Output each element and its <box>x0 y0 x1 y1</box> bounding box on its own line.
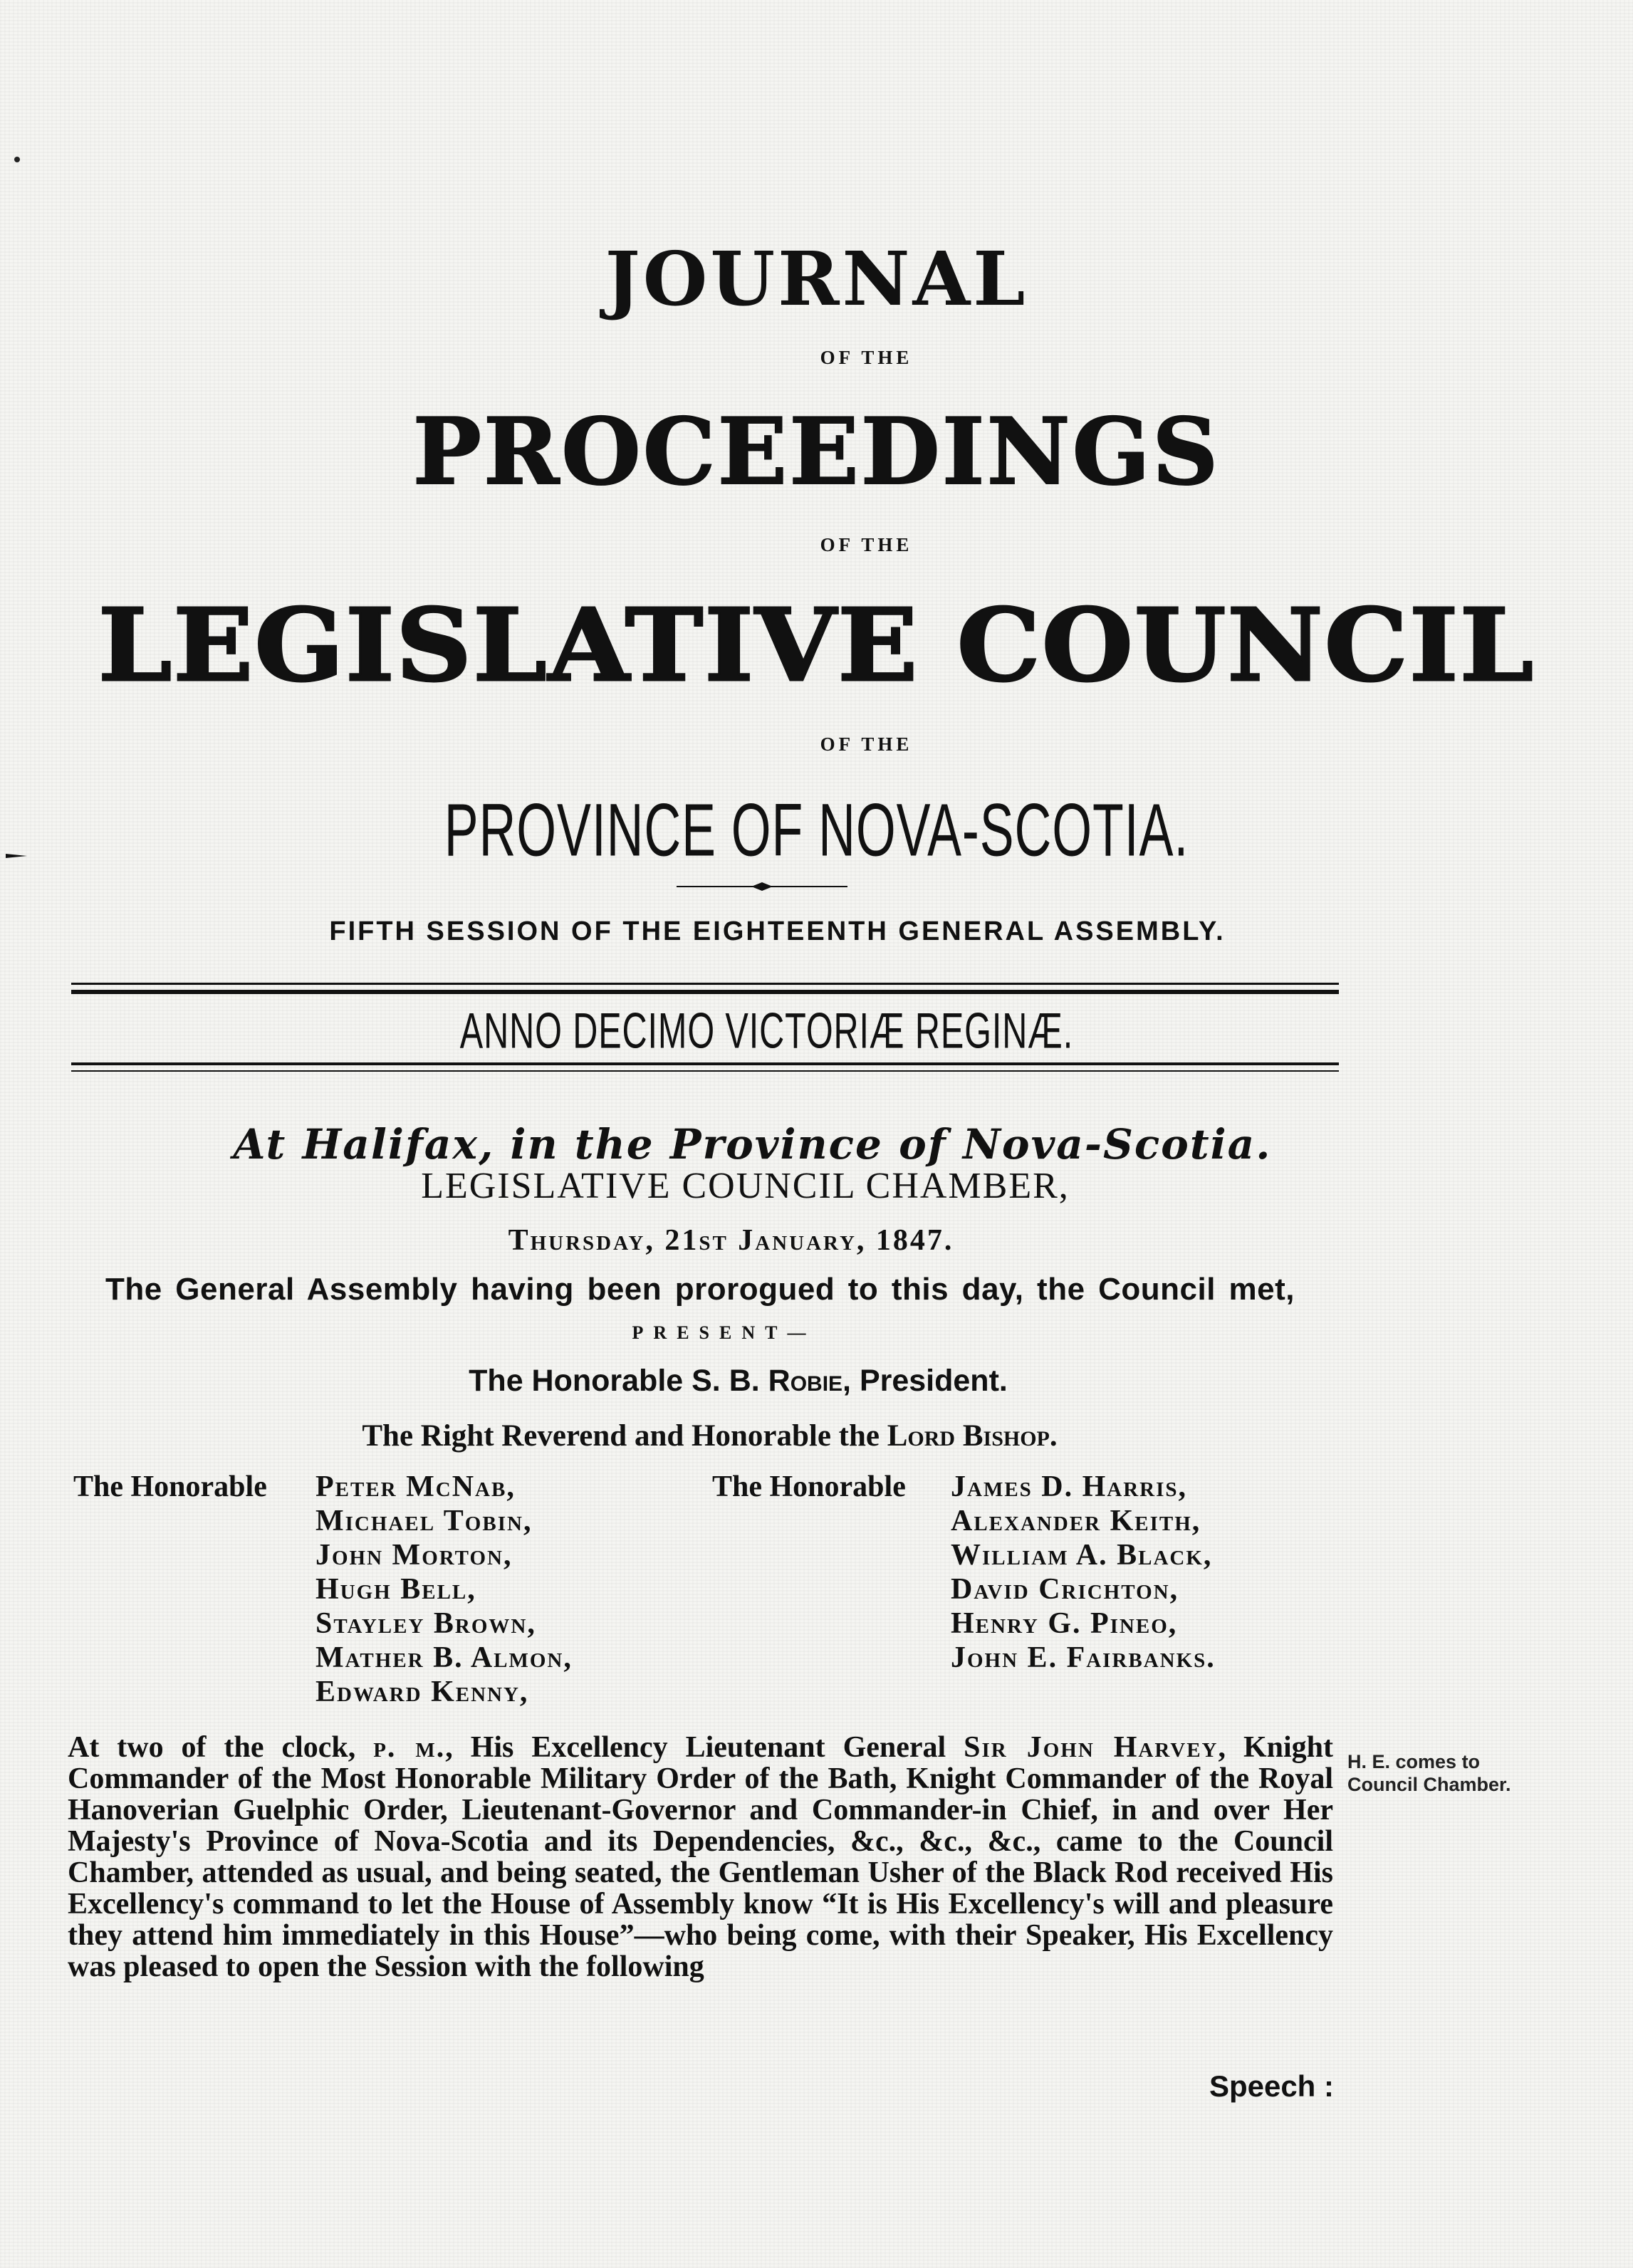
title-province: PROVINCE OF NOVA-SCOTIA. <box>444 787 1189 872</box>
member-name: Mather B. Almon, <box>315 1641 573 1674</box>
bishop-prefix: The Right Reverend and Honorable the <box>362 1419 887 1453</box>
of-the-connector-2: OF THE <box>820 534 913 555</box>
margin-note <box>1347 1750 1582 1796</box>
show-through-ghost-text <box>399 117 1040 155</box>
margin-note-line-2: Council Chamber. <box>1347 1774 1511 1795</box>
assembly-met-line: The General Assembly having been prorogued to this day, the Council met, <box>105 1272 1295 1307</box>
members-left-list <box>315 1470 573 1709</box>
sitting-date: Thursday, 21st January, 1847. <box>508 1224 954 1257</box>
of-the-connector-1: OF THE <box>820 347 913 368</box>
members-right-prefix: The Honorable <box>712 1470 906 1503</box>
president-line <box>0 1364 1555 1399</box>
catchword-speech: Speech : <box>1209 2069 1334 2103</box>
president-name: S. B. Robie <box>692 1364 843 1398</box>
of-the-connector-3: OF THE <box>820 733 913 755</box>
paragraph-governor-name: Sir John Harvey <box>964 1731 1219 1764</box>
margin-note-line-1: H. E. comes to <box>1347 1751 1481 1772</box>
member-name: Stayley Brown, <box>315 1607 536 1640</box>
bishop-suffix: . <box>1049 1419 1058 1453</box>
president-suffix: , President. <box>842 1364 1008 1398</box>
member-name: Henry G. Pineo, <box>951 1607 1178 1640</box>
session-line: FIFTH SESSION OF THE EIGHTEENTH GENERAL ASSEMBLY. <box>329 916 1226 946</box>
anno-line: ANNO DECIMO VICTORIÆ REGINÆ. <box>459 1003 1074 1059</box>
bishop-line <box>0 1418 1526 1453</box>
title-journal: JOURNAL <box>605 235 1028 323</box>
rule-bottom-thick <box>71 1062 1339 1065</box>
bishop-name: Lord Bishop <box>887 1419 1050 1453</box>
members-right-column <box>712 1470 1216 1674</box>
members-left-prefix: The Honorable <box>73 1470 267 1503</box>
member-name: James D. Harris, <box>951 1470 1188 1503</box>
member-name: John E. Fairbanks. <box>951 1641 1216 1674</box>
members-right-list <box>951 1470 1216 1675</box>
paragraph-text-3: , Knight Commander of the Most Honorable Military Order of the Bath, Knight Commander of the Royal Hanoverian Guelphic Order, Lieutenant-Governor and Commander-in Chief, in and over Her Majesty's Province of Nova-Scotia and its Dependencies, &c., &c., &c., came to the Council Chamber, attended as usual, and being seated, the Gentleman Usher of the Black Rod received His Excellency's command to let the House of Assembly know “It is His Excellency's will and pleasure they attend him immediately in this House”—who being come, with their Speaker, His Excellency was pleased to open the Session with the following <box>68 1731 1333 1983</box>
member-name: David Crichton, <box>951 1573 1179 1606</box>
member-name: Edward Kenny, <box>315 1676 529 1708</box>
scan-speck-icon <box>14 157 20 162</box>
member-name: Peter McNab, <box>315 1470 516 1503</box>
chamber-heading: LEGISLATIVE COUNCIL CHAMBER, <box>421 1166 1070 1206</box>
rule-top-thin <box>71 983 1339 985</box>
president-prefix: The Honorable <box>469 1364 692 1398</box>
paragraph-pm: p. m. <box>373 1731 446 1764</box>
member-name: William A. Black, <box>951 1539 1213 1572</box>
margin-mark-icon <box>6 852 27 859</box>
location-heading: At Halifax, in the Province of Nova-Scotia. <box>233 1120 1272 1169</box>
members-left-column <box>73 1470 573 1708</box>
title-proceedings: PROCEEDINGS <box>412 399 1221 506</box>
present-heading: PRESENT— <box>632 1322 816 1343</box>
member-name: Hugh Bell, <box>315 1573 476 1606</box>
title-legislative-council: LEGISLATIVE COUNCIL <box>98 587 1535 704</box>
rule-top-thick <box>71 990 1339 994</box>
paragraph-text-2: , His Excellency Lieutenant General <box>445 1731 964 1764</box>
paragraph-text-1: At two of the clock, <box>68 1731 374 1764</box>
member-name: Michael Tobin, <box>315 1505 533 1537</box>
member-name: John Morton, <box>315 1539 513 1572</box>
opening-paragraph <box>68 1732 1333 1982</box>
rule-bottom-thin <box>71 1070 1339 1072</box>
member-name: Alexander Keith, <box>951 1505 1201 1537</box>
ornament-divider-icon <box>677 882 847 892</box>
